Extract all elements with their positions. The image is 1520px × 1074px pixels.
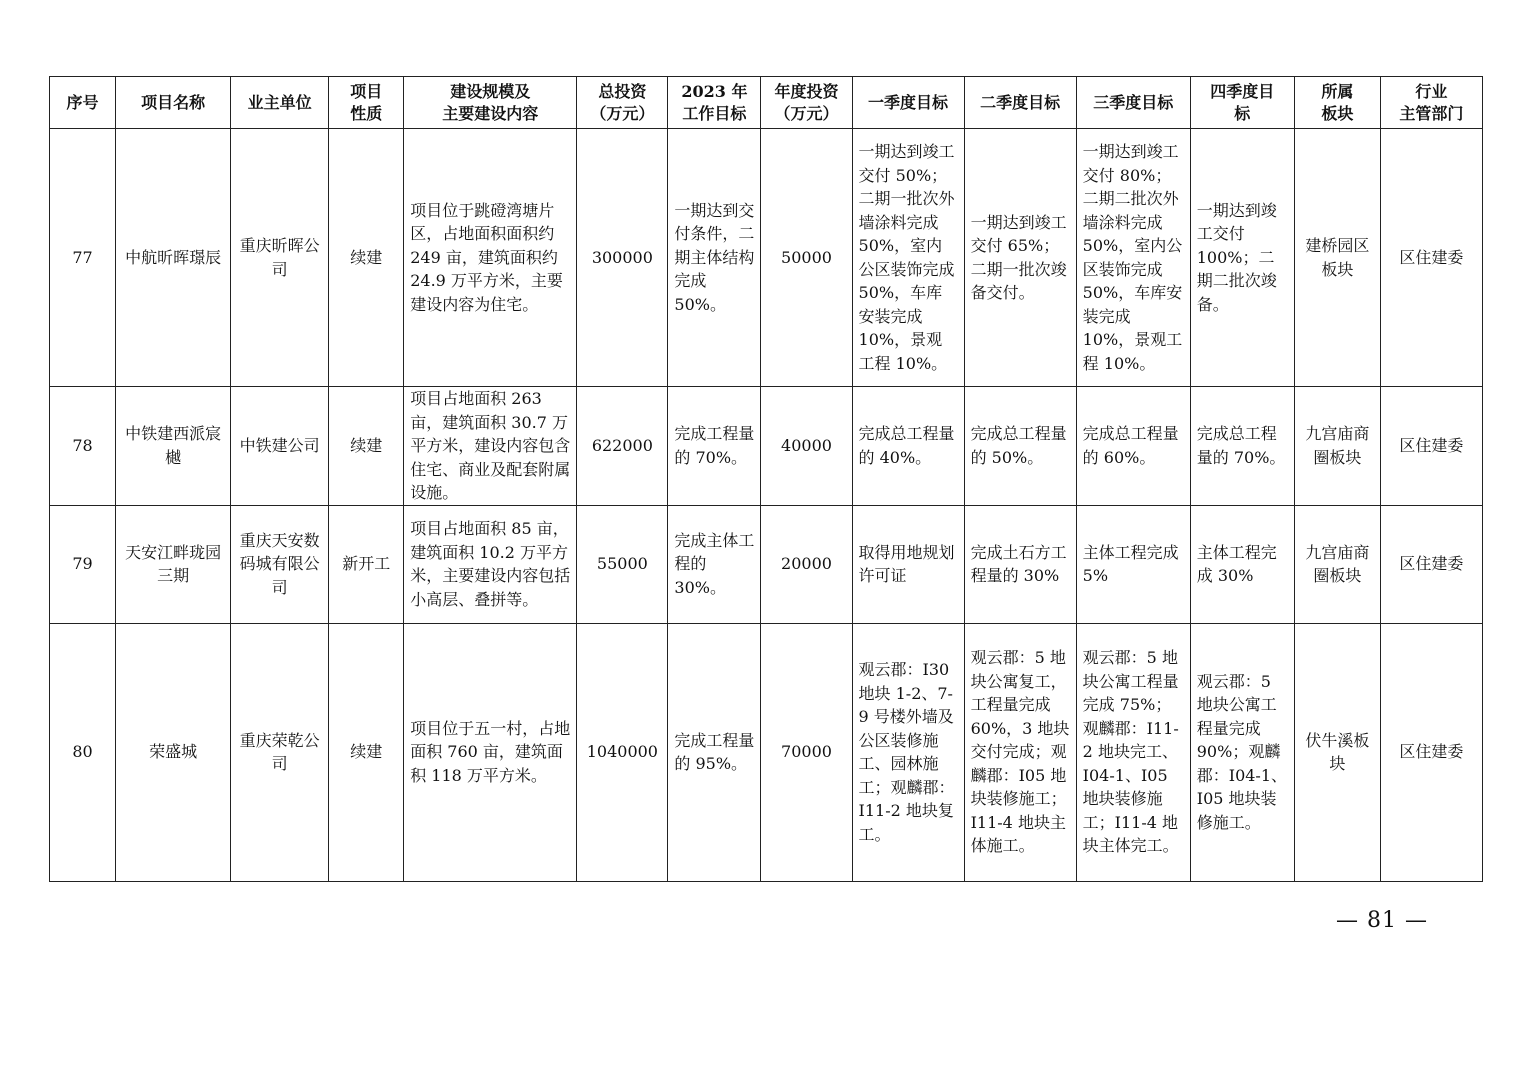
cell-scale: 项目位于跳磴湾塘片区，占地面积面积约 249 亩，建筑面积约 24.9 万平方米，主要建设内容为住宅。 [404,129,577,387]
cell-owner: 重庆昕晖公司 [231,129,329,387]
cell-scale: 项目占地面积 85 亩，建筑面积 10.2 万平方米，主要建设内容包括小高层、叠拼等。 [404,505,577,623]
column-header-name: 项目名称 [116,77,231,129]
cell-goal: 完成工程量的 95%。 [668,623,761,881]
cell-q2: 观云郡：5 地块公寓复工，工程量完成 60%，3 地块交付完成；观麟郡：I05 地块装修施工；I11-4 地块主体施工。 [964,623,1076,881]
cell-owner: 重庆天安数码城有限公司 [231,505,329,623]
table-row [50,623,1483,881]
cell-dept: 区住建委 [1380,623,1482,881]
cell-nature: 续建 [329,623,404,881]
cell-goal: 完成工程量的 70%。 [668,387,761,506]
cell-seq: 77 [50,129,116,387]
cell-nature: 续建 [329,387,404,506]
cell-total: 622000 [577,387,668,506]
cell-sector: 九宫庙商圈板块 [1294,387,1380,506]
cell-annual: 20000 [761,505,852,623]
cell-q4: 一期达到竣工交付 100%；二期二批次竣备。 [1190,129,1294,387]
page-number: — 81 — [1336,908,1428,933]
cell-name: 中铁建西派宸樾 [116,387,231,506]
cell-name: 天安江畔珑园三期 [116,505,231,623]
cell-annual: 70000 [761,623,852,881]
cell-scale: 项目位于五一村，占地面积 760 亩，建筑面积 118 万平方米。 [404,623,577,881]
cell-dept: 区住建委 [1380,129,1482,387]
project-table [49,76,1483,882]
table-body [50,129,1483,882]
cell-seq: 79 [50,505,116,623]
cell-q3: 一期达到竣工交付 80%；二期二批次外墙涂料完成 50%，室内公区装饰完成 50%，车库安装完成 10%，景观工程 10%。 [1076,129,1190,387]
cell-q1: 观云郡：I30 地块 1-2、7-9 号楼外墙及公区装修施工、园林施工；观麟郡：I11-2 地块复工。 [852,623,964,881]
cell-nature: 续建 [329,129,404,387]
cell-goal: 完成主体工程的 30%。 [668,505,761,623]
cell-sector: 建桥园区板块 [1294,129,1380,387]
table-row [50,129,1483,387]
cell-owner: 中铁建公司 [231,387,329,506]
cell-total: 55000 [577,505,668,623]
cell-q1: 完成总工程量的 40%。 [852,387,964,506]
cell-q4: 主体工程完成 30% [1190,505,1294,623]
cell-seq: 80 [50,623,116,881]
cell-q1: 取得用地规划许可证 [852,505,964,623]
cell-q2: 完成土石方工程量的 30% [964,505,1076,623]
cell-total: 300000 [577,129,668,387]
cell-sector: 九宫庙商圈板块 [1294,505,1380,623]
header-row [50,77,1483,129]
column-header-total: 总投资 （万元） [577,77,668,129]
table-row [50,505,1483,623]
cell-q4: 完成总工程量的 70%。 [1190,387,1294,506]
cell-dept: 区住建委 [1380,387,1482,506]
cell-seq: 78 [50,387,116,506]
column-header-q2: 二季度目标 [964,77,1076,129]
cell-q4: 观云郡：5 地块公寓工程量完成 90%；观麟郡：I04-1、I05 地块装修施工。 [1190,623,1294,881]
column-header-owner: 业主单位 [231,77,329,129]
column-header-goal: 2023 年 工作目标 [668,77,761,129]
column-header-dept: 行业 主管部门 [1380,77,1482,129]
cell-annual: 50000 [761,129,852,387]
cell-name: 荣盛城 [116,623,231,881]
cell-q2: 完成总工程量的 50%。 [964,387,1076,506]
cell-q2: 一期达到竣工交付 65%；二期一批次竣备交付。 [964,129,1076,387]
column-header-sector: 所属 板块 [1294,77,1380,129]
cell-nature: 新开工 [329,505,404,623]
cell-scale: 项目占地面积 263 亩，建筑面积 30.7 万平方米，建设内容包含住宅、商业及配套附属设施。 [404,387,577,506]
column-header-annual: 年度投资 （万元） [761,77,852,129]
column-header-nature: 项目 性质 [329,77,404,129]
column-header-q4: 四季度目 标 [1190,77,1294,129]
cell-goal: 一期达到交付条件，二期主体结构完成 50%。 [668,129,761,387]
cell-name: 中航昕晖璟辰 [116,129,231,387]
cell-q3: 主体工程完成 5% [1076,505,1190,623]
column-header-q1: 一季度目标 [852,77,964,129]
cell-q1: 一期达到竣工交付 50%；二期一批次外墙涂料完成 50%，室内公区装饰完成 50%，车库安装完成 10%，景观工程 10%。 [852,129,964,387]
column-header-scale: 建设规模及 主要建设内容 [404,77,577,129]
cell-total: 1040000 [577,623,668,881]
cell-q3: 完成总工程量的 60%。 [1076,387,1190,506]
cell-dept: 区住建委 [1380,505,1482,623]
column-header-seq: 序号 [50,77,116,129]
table-row [50,387,1483,506]
cell-annual: 40000 [761,387,852,506]
cell-sector: 伏牛溪板块 [1294,623,1380,881]
column-header-q3: 三季度目标 [1076,77,1190,129]
cell-owner: 重庆荣乾公司 [231,623,329,881]
cell-q3: 观云郡：5 地块公寓工程量完成 75%；观麟郡：I11-2 地块完工、I04-1、I05 地块装修施工；I11-4 地块主体完工。 [1076,623,1190,881]
